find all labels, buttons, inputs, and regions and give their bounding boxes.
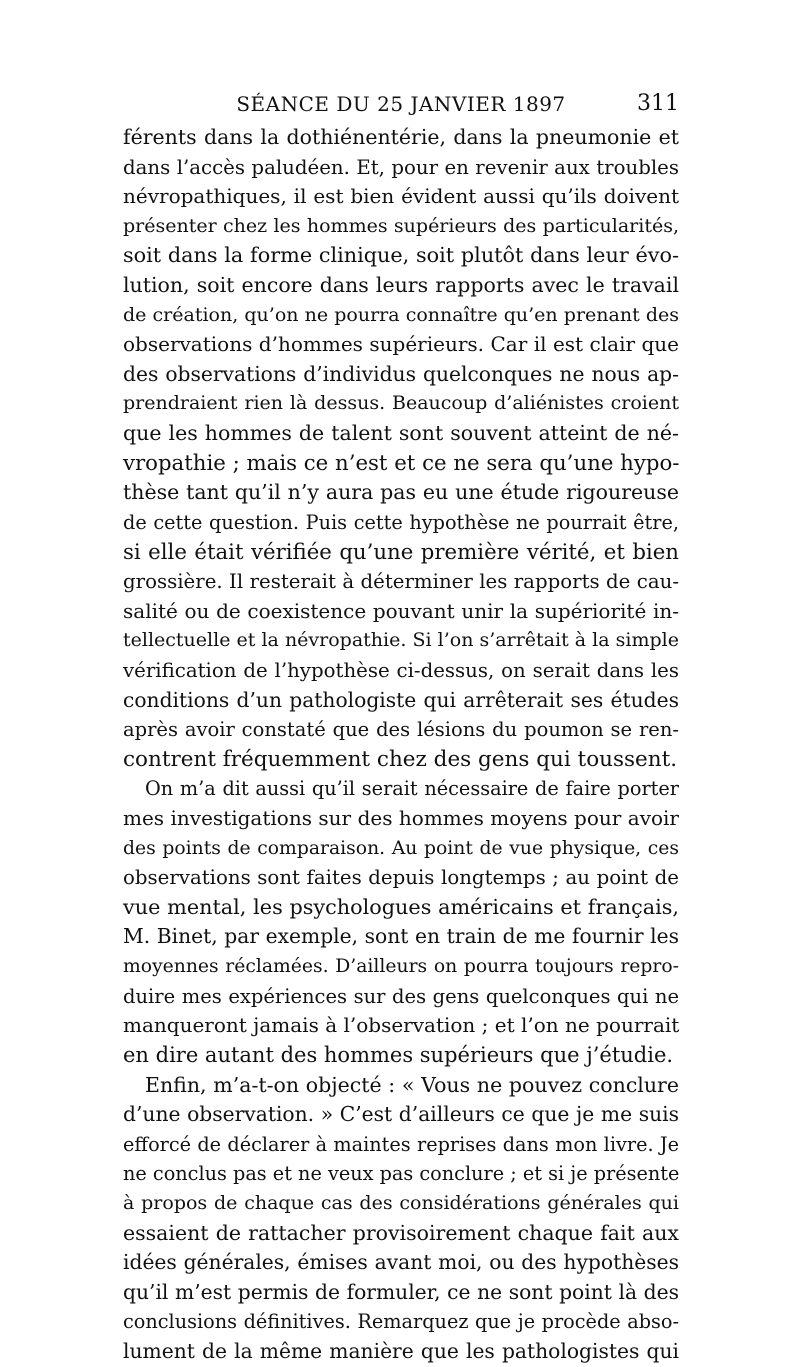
text-line: moyennes réclamées. D’ailleurs on pourra toujours repro-: [123, 956, 679, 978]
text-line: après avoir constaté que des lésions du poumon se ren-: [123, 718, 679, 742]
text-line: d’une observation. » C’est d’ailleurs ce que je me suis: [123, 1102, 679, 1127]
text-line: de création, qu’on ne pourra connaître qu’en prenant des: [123, 303, 679, 326]
paragraph-end-line: contrent fréquemment chez des gens qui toussent.: [123, 746, 678, 772]
text-line: à propos de chaque cas des considérations générales qui: [123, 1191, 679, 1214]
text-line: lument de la même manière que les pathologistes qui: [123, 1338, 679, 1363]
text-line: tellectuelle et la névropathie. Si l’on s’arrêtait à la simple: [123, 629, 679, 652]
text-line: observations d’hommes supérieurs. Car il est clair que: [123, 332, 679, 357]
paragraph-end-line: en dire autant des hommes supérieurs que j’étudie.: [123, 1042, 674, 1067]
text-line: vue mental, les psychologues américains et français,: [123, 894, 679, 919]
text-line: que les hommes de talent sont souvent atteint de né-: [123, 421, 679, 446]
paragraph-start-line: Enfin, m’a-t-on objecté : « Vous ne pouvez conclure: [145, 1072, 679, 1097]
text-line: névropathiques, il est bien évident aussi qu’ils doivent: [123, 184, 679, 209]
text-line: salité ou de coexistence pouvant unir la supériorité in-: [123, 598, 679, 623]
text-line: conditions d’un pathologiste qui arrêterait ses études: [123, 687, 679, 712]
text-line: conclusions définitives. Remarquez que je procède abso-: [123, 1310, 679, 1334]
text-line: prendraient rien là dessus. Beaucoup d’aliénistes croient: [123, 392, 679, 415]
text-line: manqueront jamais à l’observation ; et l’on ne pourrait: [123, 1013, 680, 1038]
text-line: idées générales, émises avant moi, ou des hypothèses: [123, 1250, 679, 1275]
text-line: soit dans la forme clinique, soit plutôt dans leur évo-: [123, 243, 679, 268]
text-line: de cette question. Puis cette hypothèse ne pourrait être,: [123, 510, 679, 534]
text-line: vérification de l’hypothèse ci-dessus, on serait dans les: [123, 658, 679, 682]
text-line: thèse tant qu’il n’y aura pas eu une étude rigoureuse: [123, 480, 679, 505]
text-line: lution, soit encore dans leurs rapports avec le travail: [123, 273, 679, 298]
text-line: efforcé de déclarer à maintes reprises dans mon livre. Je: [123, 1132, 679, 1156]
page-number: 311: [637, 91, 679, 116]
text-line: vropathie ; mais ce n’est et ce ne sera qu’une hypo-: [123, 450, 680, 476]
text-line: présenter chez les hommes supérieurs des particularités,: [123, 214, 679, 237]
text-line: qu’il m’est permis de formuler, ce ne sont point là des: [123, 1279, 679, 1304]
text-line: si elle était vérifiée qu’une première vérité, et bien: [123, 539, 679, 565]
text-line: dans l’accès paludéen. Et, pour en revenir aux troubles: [123, 155, 679, 179]
paragraph-start-line: On m’a dit aussi qu’il serait nécessaire de faire porter: [145, 777, 679, 801]
text-line: ne conclus pas et ne veux pas conclure ; et si je présente: [123, 1162, 680, 1186]
running-title: SÉANCE DU 25 JANVIER 1897: [236, 92, 566, 116]
text-line: des observations d’individus quelconques ne nous ap-: [123, 361, 679, 386]
text-line: férents dans la dothiénentérie, dans la pneumonie et: [123, 125, 679, 149]
text-line: mes investigations sur des hommes moyens pour avoir: [123, 806, 679, 831]
running-header: [123, 89, 679, 119]
text-line: essaient de rattacher provisoirement chaque fait aux: [123, 1220, 679, 1245]
text-line: des points de comparaison. Au point de vue physique, ces: [123, 837, 679, 859]
body-text: [123, 123, 679, 1367]
text-line: M. Binet, par exemple, sont en train de me fournir les: [123, 924, 679, 949]
text-line: grossière. Il resterait à déterminer les rapports de cau-: [123, 570, 679, 594]
text-line: observations sont faites depuis longtemps ; au point de: [123, 866, 679, 890]
text-line: duire mes expériences sur des gens quelconques qui ne: [123, 984, 679, 1008]
